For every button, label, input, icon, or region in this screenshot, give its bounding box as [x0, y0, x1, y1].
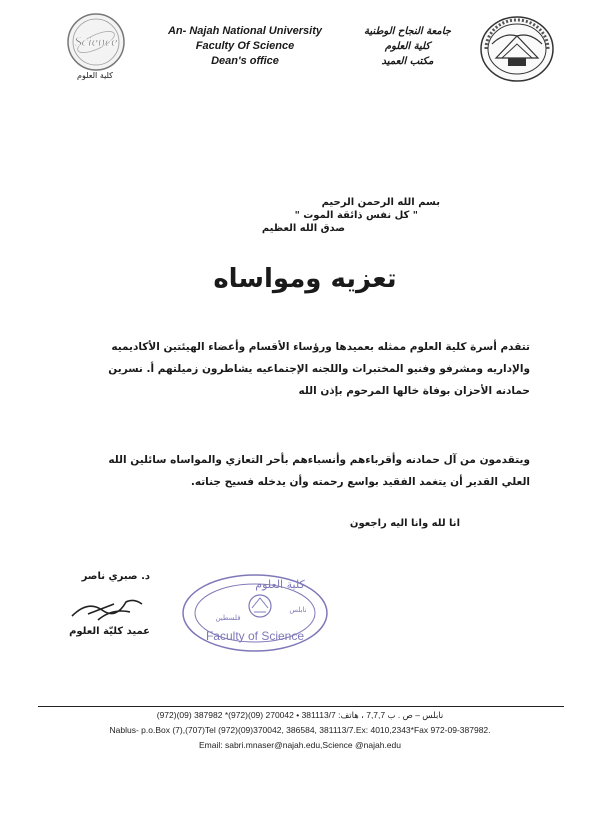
faculty-name-en: Faculty Of Science [195, 40, 295, 52]
basmala-block [250, 196, 440, 235]
signatory-name: د. صبري ناصر [81, 571, 150, 582]
faculty-science-logo [62, 10, 130, 78]
handwritten-signature [68, 590, 148, 624]
footer-email: Email: sabri.mnaser@najah.edu,Science @najah.edu [198, 740, 401, 750]
signatory-title: عميد كليّة العلوم [69, 626, 150, 637]
condolence-paragraph-2: ويتقدمون من آل حمادنه وأقرباءهم وأنسباءهم بأحر التعازي والمواساه سائلين الله العلي القدير أن يتغمد الفقيد بواسع رحمته وأن يدخله فسيح جناته. [108, 454, 530, 488]
footer-arabic-address: نابلس – ص . ب 7,7,7 ، هاتف: 381113/7 • 270042 (09)(972)* 387982 (09)(972) [156, 710, 444, 720]
quran-verse: " كل نفس ذائقة الموت " [294, 210, 418, 221]
office-name-en: Dean's office [211, 55, 279, 67]
footer-english-address: Nablus- p.o.Box (7),(707)Tel (972)(09)370042, 386584, 381113/7.Ex: 4010,2343*Fax 972-09-387982. [109, 725, 491, 735]
university-name-ar: جامعة النجاح الوطنية [364, 26, 451, 37]
logo-left-caption: كلية العلوم [77, 71, 113, 80]
faculty-name-ar: كلية العلوم [384, 41, 431, 52]
sadaq-line: صدق الله العظيم [261, 223, 345, 234]
condolence-paragraph-1: تتقدم أسرة كلية العلوم ممثله بعميدها ورؤساء الأقسام وأعضاء الهيئتين الأكاديميه والإداريه ومشرفو وفنيو المختبرات واللجنه الإجتماعيه يشاطرون زميلتهم أ. نسرين حمادنه الأحزان بوفاة خالها المرحوم بإذن الله [108, 341, 530, 397]
university-seal-logo [478, 14, 556, 84]
stamp-english-text: Faculty of Science [205, 629, 305, 643]
closing-phrase: انا لله وانا اليه راجعون [349, 518, 460, 529]
office-name-ar: مكتب العميد [381, 56, 434, 67]
university-name-en: An- Najah National University [167, 25, 323, 37]
footer-divider [38, 706, 564, 707]
faculty-stamp [180, 572, 330, 654]
stamp-arabic-side: نابلس [289, 606, 307, 614]
stamp-arabic-bottom: فلسطين [215, 614, 241, 622]
page-title: تعزيه ومواساه [213, 264, 397, 294]
header-arabic [345, 24, 470, 69]
logo-left-text: Science [74, 35, 118, 50]
stamp-arabic-top: كلية العلوم [255, 578, 305, 591]
header-english [150, 24, 340, 69]
basmala: بسم الله الرحمن الرحيم [321, 197, 440, 208]
